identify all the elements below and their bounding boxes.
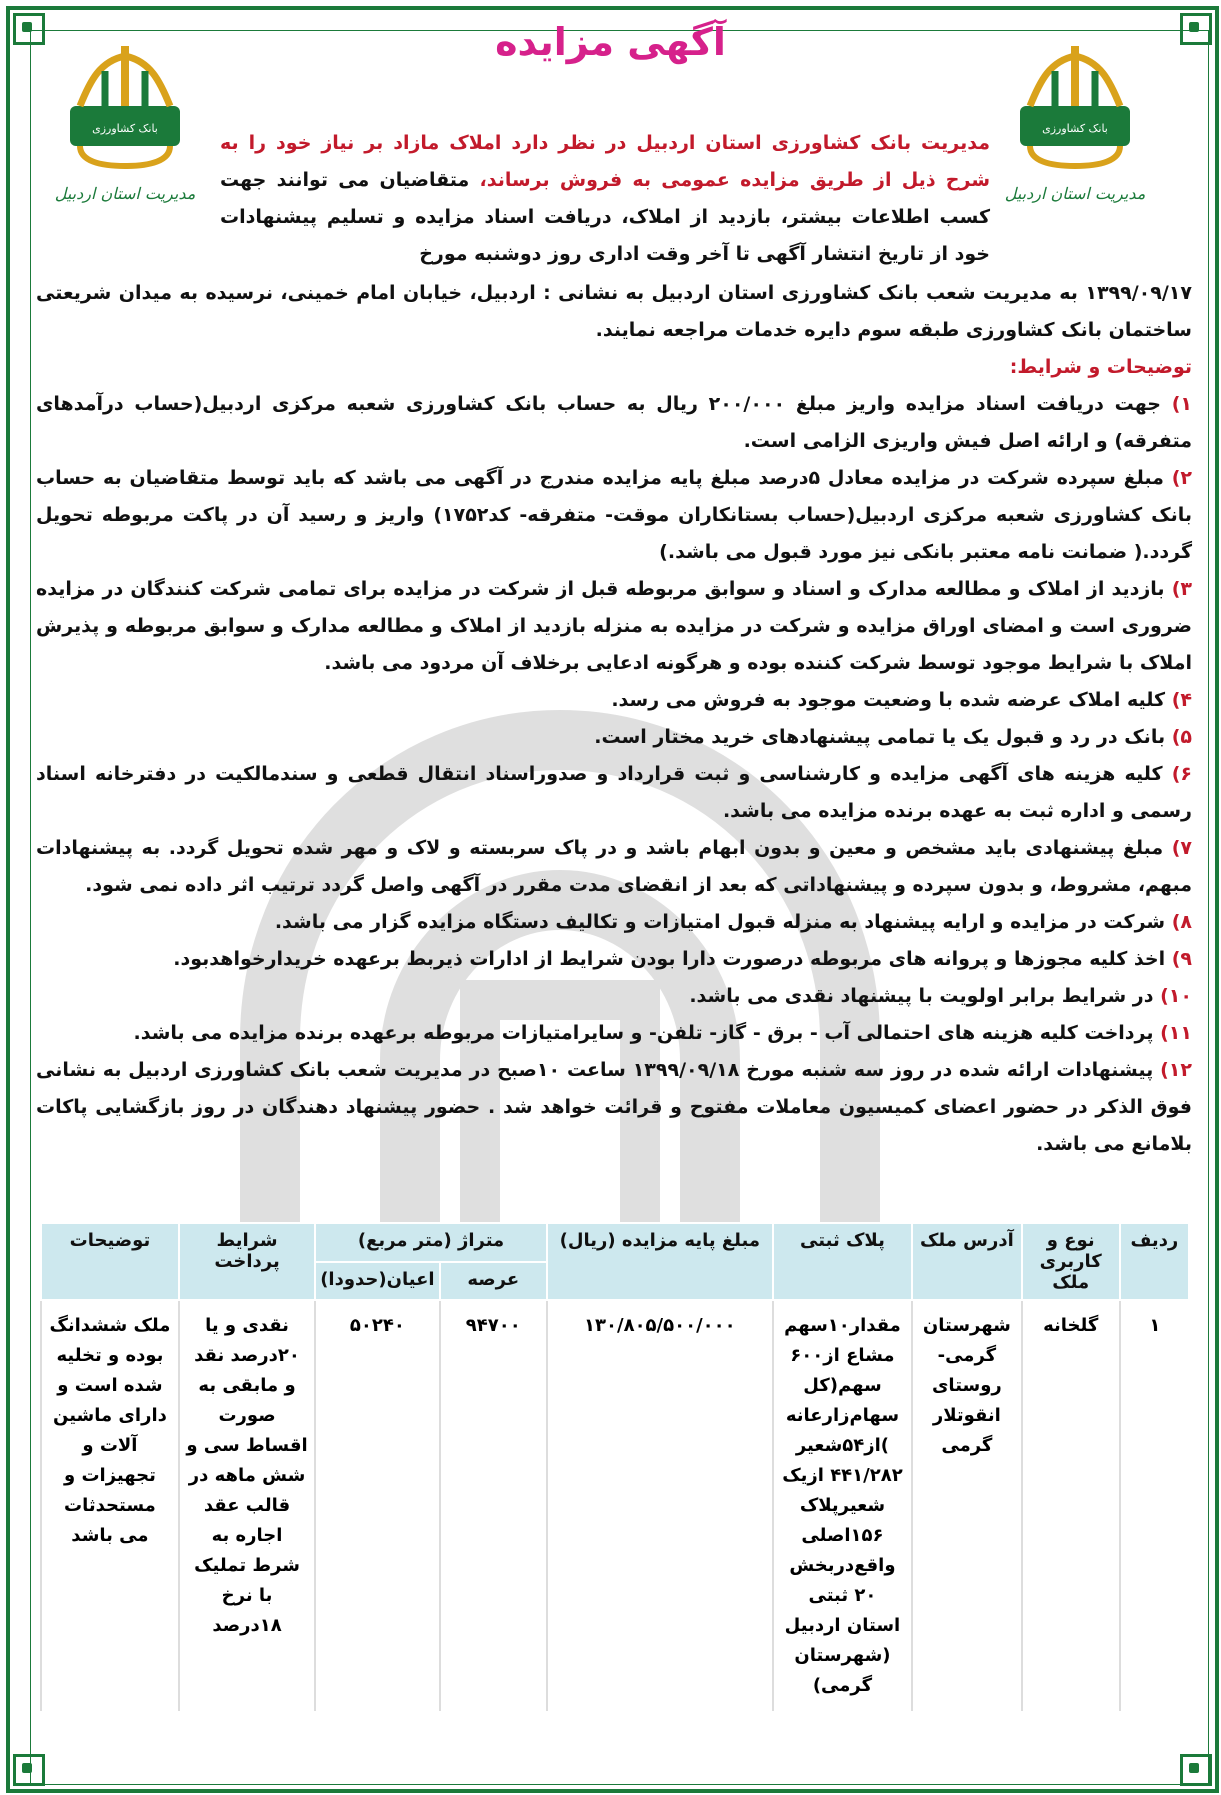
- condition-item: [36, 1015, 1192, 1052]
- logo-bank-name: بانک کشاورزی: [1042, 122, 1108, 135]
- auction-table: [40, 1222, 1190, 1711]
- condition-item: [36, 719, 1192, 756]
- col-address: آدرس ملک: [912, 1223, 1021, 1300]
- wheat-logo-icon: [1010, 36, 1140, 176]
- condition-number: ۱): [1171, 393, 1192, 415]
- condition-item: [36, 978, 1192, 1015]
- condition-item: [36, 941, 1192, 978]
- condition-item: [36, 460, 1192, 571]
- cell-payment: نقدی و یا ۲۰درصد نقد و مابقی به صورت اقساط سی و شش ماهه در قالب عقد اجاره به شرط تملیک با نرخ ۱۸درصد: [179, 1300, 315, 1711]
- condition-text: در شرایط برابر اولویت با پیشنهاد نقدی می باشد.: [689, 985, 1161, 1007]
- condition-text: پرداخت کلیه هزینه های احتمالی آب - برق - گاز- تلفن- و سایرامتیازات مربوطه برعهده برنده مزایده می باشد.: [133, 1022, 1161, 1044]
- notice-body: [36, 275, 1192, 1163]
- condition-text: کلیه املاک عرضه شده با وضعیت موجود به فروش می رسد.: [611, 689, 1172, 711]
- condition-item: [36, 571, 1192, 682]
- cell-ayan: ۵۰۲۴۰: [315, 1300, 439, 1711]
- condition-item: [36, 756, 1192, 830]
- condition-number: ۲): [1171, 467, 1192, 489]
- col-row-no: ردیف: [1120, 1223, 1189, 1300]
- condition-text: شرکت در مزایده و ارایه پیشنهاد به منزله قبول امتیازات و تکالیف دستگاه مزایده گزار می باشد.: [274, 911, 1172, 933]
- condition-item: [36, 682, 1192, 719]
- bank-logo-left: [50, 36, 200, 226]
- bank-logo-right: [1000, 36, 1150, 226]
- cell-notes: ملک ششدانگ بوده و تخلیه شده است و دارای ماشین آلات و تجهیزات و مستحدثات می باشد: [41, 1300, 179, 1711]
- condition-text: مبلغ سپرده شرکت در مزایده معادل ۵درصد مبلغ پایه مزایده مندرج در آگهی می باشد که باید توسط متقاضیان به حساب بانک کشاورزی شعبه مرکزی اردبیل(حساب بستانکاران موقت- متفرقه- کد۱۷۵۲) واریز و رسید آن در پاکت مربوطه تحویل گردد.( ضمانت نامه معتبر بانکی نیز مورد قبول می باشد.): [36, 467, 1192, 563]
- condition-text: کلیه هزینه های آگهی مزایده و کارشناسی و ثبت قرارداد و صدوراسناد انتقال قطعی و سندمالکیت در دفترخانه اسناد رسمی و اداره ثبت به عهده برنده مزایده می باشد.: [36, 763, 1192, 822]
- condition-number: ۱۲): [1160, 1059, 1192, 1081]
- logo-bank-name: بانک کشاورزی: [92, 122, 158, 135]
- condition-item: [36, 830, 1192, 904]
- col-arse: عرصه: [440, 1262, 547, 1301]
- condition-number: ۱۱): [1160, 1022, 1192, 1044]
- col-notes: توضیحات: [41, 1223, 179, 1300]
- table-row: [41, 1300, 1189, 1711]
- condition-text: جهت دریافت اسناد مزایده واریز مبلغ ۲۰۰/۰۰۰ ریال به حساب بانک کشاورزی شعبه مرکزی اردبیل(حساب درآمدهای متفرقه) و ارائه اصل فیش واریزی الزامی است.: [36, 393, 1192, 452]
- cell-type: گلخانه: [1022, 1300, 1120, 1711]
- condition-number: ۷): [1171, 837, 1192, 859]
- col-payment: شرایط پرداخت: [179, 1223, 315, 1300]
- col-base-price: مبلغ پایه مزایده (ریال): [547, 1223, 773, 1300]
- col-type: نوع و کاربری ملک: [1022, 1223, 1120, 1300]
- condition-item: [36, 904, 1192, 941]
- condition-number: ۶): [1171, 763, 1192, 785]
- conditions-list: [36, 386, 1192, 1163]
- condition-text: مبلغ پیشنهادی باید مشخص و معین و بدون ابهام باشد و در پاک سربسته و لاک و مهر شده تحویل گردد. به پیشنهادات مبهم، مشروط، و بدون سپرده و پیشنهاداتی که بعد از انقضای مدت مقرر در آگهی واصل گردد ترتیب اثر داده نمی شود.: [36, 837, 1192, 896]
- condition-number: ۹): [1171, 948, 1192, 970]
- condition-text: اخذ کلیه مجوزها و پروانه های مربوطه درصورت دارا بودن شرایط از ادارات ذیربط برعهده خریدارخواهدبود.: [173, 948, 1172, 970]
- condition-text: بازدید از املاک و مطالعه مدارک و اسناد و سوابق مربوطه قبل از شرکت در مزایده برای تمامی شرکت کنندگان در مزایده ضروری است و امضای اوراق مزایده و شرکت در مزایده به منزله بازدید از املاک و مطالعه مدارک و سوابق مربوطه و پذیرش املاک با شرایط موجود توسط شرکت کننده بوده و هرگونه ادعایی برخلاف آن مردود می باشد.: [36, 578, 1192, 674]
- logo-caption: مدیریت استان اردبیل: [54, 184, 196, 203]
- condition-item: [36, 386, 1192, 460]
- page-title: آگهی مزایده: [495, 20, 726, 64]
- intro-paragraph: [220, 125, 990, 273]
- intro-highlight: مدیریت بانک کشاورزی استان اردبیل در نظر دارد املاک مازاد بر نیاز خود را به شرح ذیل از طریق مزایده عمومی به فروش برساند،: [220, 132, 991, 191]
- condition-number: ۸): [1171, 911, 1192, 933]
- col-plaque: پلاک ثبتی: [773, 1223, 912, 1300]
- conditions-heading: توضیحات و شرایط:: [1009, 356, 1192, 378]
- cell-base-price: ۱۳۰/۸۰۵/۵۰۰/۰۰۰: [547, 1300, 773, 1711]
- cell-arse: ۹۴۷۰۰: [440, 1300, 547, 1711]
- address-paragraph: ۱۳۹۹/۰۹/۱۷ به مدیریت شعب بانک کشاورزی استان اردبیل به نشانی : اردبیل، خیابان امام خمینی، نرسیده به میدان شریعتی ساختمان بانک کشاورزی طبقه سوم دایره خدمات مراجعه نمایند.: [36, 282, 1192, 341]
- condition-item: [36, 1052, 1192, 1163]
- logo-caption: مدیریت استان اردبیل: [1004, 184, 1146, 203]
- condition-number: ۳): [1171, 578, 1192, 600]
- col-area: متراژ (متر مربع): [315, 1223, 547, 1262]
- intro-text: متقاضیان می توانند جهت کسب اطلاعات بیشتر، بازدید از املاک، دریافت اسناد مزایده و تسلیم پیشنهادات خود از تاریخ انتشار آگهی تا آخر وقت اداری روز دوشنبه مورخ: [220, 169, 990, 265]
- cell-address: شهرستان گرمی- روستای انقوتلار گرمی: [912, 1300, 1021, 1711]
- cell-row-no: ۱: [1120, 1300, 1189, 1711]
- col-ayan: اعیان(حدودا): [315, 1262, 439, 1301]
- condition-text: پیشنهادات ارائه شده در روز سه شنبه مورخ ۱۳۹۹/۰۹/۱۸ ساعت ۱۰صبح در مدیریت شعب بانک کشاورزی اردبیل به نشانی فوق الذکر در حضور اعضای کمیسیون معاملات مفتوح و قرائت خواهد شد . حضور پیشنهاد دهندگان در روز بازگشایی پاکات بلامانع می باشد.: [36, 1059, 1192, 1155]
- condition-number: ۵): [1171, 726, 1192, 748]
- cell-plaque: مقدار۱۰سهم مشاع از۶۰۰ سهم(کل سهام‌زارعانه )از۵۴شعیر ۴۴۱/۲۸۲ ازیک شعیرپلاک ۱۵۶اصلی واقع‌دربخش ۲۰ ثبتی استان اردبیل (شهرستان گرمی): [773, 1300, 912, 1711]
- condition-text: بانک در رد و قبول یک یا تمامی پیشنهادهای خرید مختار است.: [594, 726, 1172, 748]
- condition-number: ۴): [1171, 689, 1192, 711]
- wheat-logo-icon: [60, 36, 190, 176]
- condition-number: ۱۰): [1160, 985, 1192, 1007]
